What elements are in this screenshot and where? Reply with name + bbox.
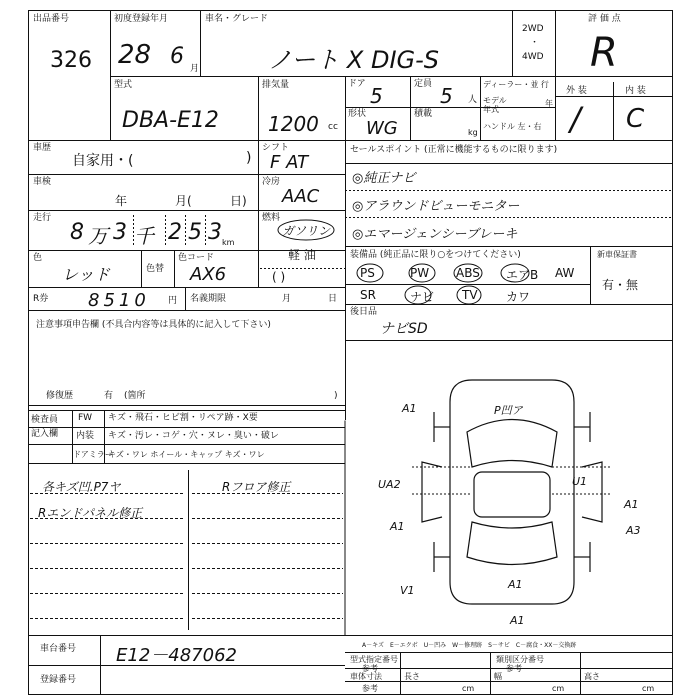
fuel-gasoline: ガソリン [282,224,331,238]
damage-mark: A1 [624,498,639,511]
height-label: 高さ [584,672,600,681]
mileage-digit: 8 [70,220,84,245]
inspector-label-2: 記入欄 [31,429,59,439]
handle-label: ハンドル 左・右 [483,122,542,131]
km-unit: km [222,238,235,247]
category-label: 類別区分番号 [496,655,544,664]
equipment-abs: ABS [456,266,480,280]
exterior-label: 外 装 [566,86,587,96]
equipment-ps: PS [360,266,375,280]
equipment-tv: TV [462,288,478,302]
name-grade-label: 車名・グレード [205,14,269,24]
model-year-unit: 年 [545,99,553,108]
exterior-grade: / [570,100,581,138]
color-code-label: 色コード [178,253,215,263]
body-shape-label: 形状 [348,109,367,119]
mileage-digit: 2 [168,220,182,245]
damage-legend: A－キズ E－エクボ U－凹み W－修理跡 S－サビ C－腐食・XX－交換跡 [362,642,577,649]
equipment-circles [345,255,595,315]
width-cm: cm [552,684,565,693]
damage-mark: A1 [390,520,405,533]
mileage-digit: 3 [113,220,127,245]
color-code-value: AX6 [190,264,227,285]
damage-mark: A3 [626,524,641,537]
lot-no-value: 326 [50,48,92,73]
mileage-digit: 5 [188,220,202,245]
fuel-gasoline-circle [276,218,336,242]
equipment-airbag: エアB [506,268,539,282]
sales-point-item: ◎エマージェンシーブレーキ [352,227,518,242]
first-reg-month: 6 [170,44,184,69]
equipment-label: 装備品 (純正品に限り○をつけてください) [350,250,521,260]
capacity-label: 定員 [414,79,433,89]
capacity-unit: 人 [468,95,478,105]
repaint-label: 色替 [146,264,165,274]
inspector-row-text: キズ・汚レ・コゲ・穴・ヌレ・臭い・破レ [108,431,279,441]
use-value: 自家用・( [72,153,134,169]
equipment-pw: PW [410,266,430,280]
damage-mark: P凹ア [494,404,523,417]
sales-point-item: ◎アラウンドビューモニター [352,199,520,214]
height-cm: cm [642,684,655,693]
category-ref: 参考 [506,664,522,673]
load-unit: kg [468,128,478,137]
equipment-leather: カワ [506,290,531,304]
damage-mark: A1 [510,614,525,627]
repair-label: 修復歴 [46,391,74,401]
use-close: ) [246,150,252,166]
load-label: 積載 [414,109,433,119]
grade-value: R [590,30,618,76]
remark-left-1: 各キズ凹.P7ヤ [42,480,121,494]
damage-mark: A1 [508,578,523,591]
damage-mark: A1 [402,402,417,415]
doors-label: ドア [348,79,366,89]
mileage-unit-man: 万 [88,224,108,248]
tax-day: 日 [328,294,338,304]
sales-points-label: セールスポイント (正常に機能するものに限ります) [350,145,558,155]
inspection-year: 年 [115,194,128,208]
first-reg-label: 初度登録年月 [114,14,169,24]
doors-value: 5 [370,84,383,108]
dims-label: 車体寸法 [350,672,382,681]
recycle-value: 8510 [88,290,150,311]
cc-unit: cc [328,122,338,132]
registration-label: 登録番号 [40,675,77,685]
sales-point-item: ◎純正ナビ [352,171,416,186]
remark-left-2: Rエンドパネル修正 [38,506,143,520]
capacity-value: 5 [440,84,453,108]
body-shape-value: WG [366,118,398,139]
drive-4wd: 4WD [522,52,544,62]
fuel-paren: ( ) [272,270,286,284]
grade-label: 評 価 点 [588,14,621,24]
tax-label: 名義期限 [190,294,227,304]
tax-month: 月 [282,294,292,304]
inspection-month: 月( [175,194,192,208]
first-reg-year: 28 [118,40,152,70]
repair-value: 有 [104,391,114,401]
inspector-row-text: キズ・ワレ ホイール・キャップ キズ・ワレ [108,450,265,459]
width-label: 幅 [494,672,502,681]
repair-close: ) [334,391,338,401]
inspector-row-head: FW [78,413,93,423]
color-label: 色 [33,253,43,263]
drive-2wd: 2WD [522,24,544,34]
length-cm: cm [462,684,475,693]
interior-label: 内 装 [625,86,646,96]
equipment-aw: AW [555,266,575,280]
shift-value: F AT [270,152,309,173]
chassis-value: E12－487062 [116,645,237,666]
dealer-label: ディーラー・並 行 [483,80,549,89]
length-label: 長さ [404,672,420,681]
ac-value: AAC [282,186,320,207]
mileage-label: 走行 [33,213,52,223]
damage-mark: U1 [572,475,588,488]
displacement-label: 排気量 [262,80,290,90]
recycle-label: R券 [33,294,49,304]
damage-mark: V1 [400,584,415,597]
name-grade-value: ノート X DIG-S [268,46,440,74]
dims-ref: 参考 [362,684,378,693]
inspector-row-head: 内装 [76,431,95,441]
drive-dot: ・ [530,38,540,48]
model-spec-label: 型式指定番号 [350,655,398,664]
lot-no-label: 出品番号 [33,14,70,24]
repair-parts: (箇所 [124,391,146,401]
ac-label: 冷房 [262,177,281,187]
mileage-digit: 3 [208,220,222,245]
damage-mark: UA2 [378,478,401,491]
inspector-row-head: ドアミラー [73,450,113,459]
new-warranty-label: 新車保証書 [597,250,637,259]
month-unit: 月 [190,64,200,74]
remark-right-1: Rフロア修正 [222,480,291,494]
color-value: レッド [62,265,110,284]
new-warranty-value: 有・無 [602,278,639,292]
fuel-label: 燃料 [262,213,281,223]
chassis-label: 車台番号 [40,644,77,654]
aftermarket-value: ナビSD [380,321,428,337]
equipment-navi: ナビ [410,290,435,304]
inspector-row-text: キズ・飛石・ヒビ割・リペア跡・X要 [108,413,258,423]
displacement-value: 1200 [268,112,319,136]
declaration-label: 注意事項申告欄 (不具合内容等は具体的に記入して下さい) [36,320,271,330]
use-label: 車歴 [33,143,52,153]
equipment-sr: SR [360,288,376,302]
inspector-label-1: 検査員 [31,415,59,425]
mileage-unit-sen: 千 [134,224,154,248]
model-label: 型式 [114,80,133,90]
shift-label: シフト [262,143,290,153]
yen-unit: 円 [168,296,178,306]
model-year-label: モデル年式 [483,96,507,114]
inspection-day: 日) [230,194,247,208]
fuel-diesel: 軽 油 [288,248,316,262]
aftermarket-label: 後日品 [350,307,378,317]
inspection-label: 車検 [33,177,52,187]
model-value: DBA-E12 [122,108,219,133]
interior-grade: C [626,104,645,134]
model-spec-ref: 参考 [362,664,378,673]
